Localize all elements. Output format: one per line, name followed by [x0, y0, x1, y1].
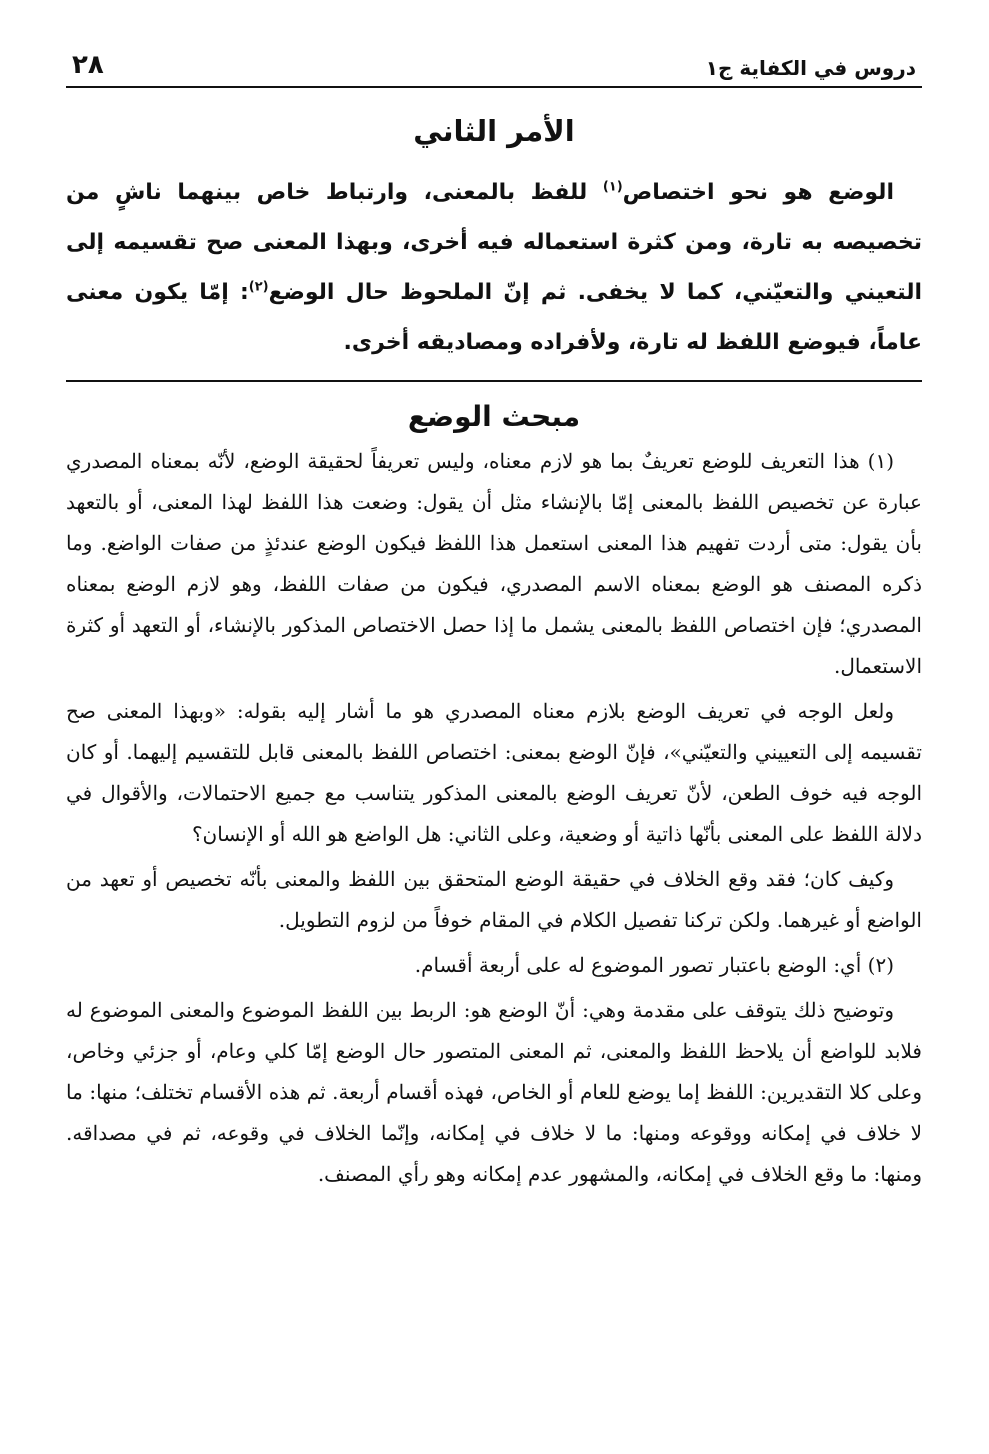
page-header	[66, 36, 922, 88]
matn-text-part-c: : إمّا يكون معنى عاماً، فيوضع اللفظ له تارة، ولأفراده ومصاديقه أخرى.	[66, 280, 922, 355]
matn-text-part-b: للفظ بالمعنى، وارتباط خاص بينهما ناشٍ من تخصيصه به تارة، ومن كثرة استعماله فيه أخرى، وبهذا المعنى صح تقسيمه إلى التعيني والتعيّني، كما لا يخفى. ثم إنّ الملحوظ حال الوضع	[66, 180, 923, 305]
matn-text-part-a: الوضع هو نحو اختصاص	[622, 180, 894, 205]
commentary-text	[66, 441, 922, 1195]
commentary-paragraph: (١) هذا التعريف للوضع تعريفٌ بما هو لازم معناه، وليس تعريفاً لحقيقة الوضع، لأنّه بمعناه المصدري عبارة عن تخصيص اللفظ بالمعنى إمّا بالإنشاء مثل أن يقول: وضعت هذا اللفظ لهذا المعنى، أو بالتعهد بأن يقول: متى أردت تفهيم هذا المعنى استعمل هذا اللفظ فيكون الوضع عندئذٍ من صفات الواضع. وما ذكره المصنف هو الوضع بمعناه الاسم المصدري، فيكون من صفات اللفظ، وهو لازم الوضع بمعناه المصدري؛ فإن اختصاص اللفظ بالمعنى يشمل ما إذا حصل الاختصاص المذكور بالإنشاء، أو التعهد أو كثرة الاستعمال.	[66, 449, 922, 678]
footnote-ref-1[interactable]: (١)	[602, 179, 623, 195]
book-page	[66, 36, 922, 1199]
matn-text	[66, 168, 922, 368]
commentary-paragraph: (٢) أي: الوضع باعتبار تصور الموضوع له على أربعة أقسام.	[414, 953, 894, 977]
footnote-ref-2[interactable]: (٢)	[248, 279, 269, 295]
section-divider	[66, 380, 922, 382]
page-number: ٢٨	[72, 50, 104, 80]
matn-title: الأمر الثاني	[413, 114, 575, 148]
running-title: دروس في الكفاية ج١	[705, 56, 916, 80]
matn-paragraph	[66, 168, 922, 368]
commentary-paragraph: ولعل الوجه في تعريف الوضع بلازم معناه المصدري هو ما أشار إليه بقوله: «وبهذا المعنى صح تقسيمه إلى التعييني والتعيّني»، فإنّ الوضع بمعنى: اختصاص اللفظ بالمعنى قابل للتقسيم إليهما. أو كان الوجه فيه خوف الطعن، لأنّ تعريف الوضع بالمعنى المذكور يتناسب مع جميع الاحتمالات، والأقوال في دلالة اللفظ على المعنى بأنّها ذاتية أو وضعية، وعلى الثاني: هل الواضع هو الله أو الإنسان؟	[66, 699, 922, 846]
commentary-title: مبحث الوضع	[407, 400, 581, 433]
commentary-paragraph: وتوضيح ذلك يتوقف على مقدمة وهي: أنّ الوضع هو: الربط بين اللفظ الموضوع والمعنى الموضوع له فلابد للواضع أن يلاحظ اللفظ والمعنى، ثم المعنى المتصور حال الوضع إمّا كلي وعام، أو جزئي وخاص، وعلى كلا التقديرين: اللفظ إما يوضع للعام أو الخاص، فهذه أقسام أربعة. ثم هذه الأقسام تختلف؛ منها: ما لا خلاف في إمكانه ووقوعه ومنها: ما لا خلاف في إمكانه، وإنّما الخلاف في وقوعه، ثم في مصداقه. ومنها: ما وقع الخلاف في إمكانه، والمشهور عدم إمكانه وهو رأي المصنف.	[66, 998, 922, 1186]
commentary-paragraph: وكيف كان؛ فقد وقع الخلاف في حقيقة الوضع المتحقق بين اللفظ والمعنى بأنّه تخصيص أو تعهد من الواضع أو غيرهما. ولكن تركنا تفصيل الكلام في المقام خوفاً من لزوم التطويل.	[66, 867, 922, 932]
